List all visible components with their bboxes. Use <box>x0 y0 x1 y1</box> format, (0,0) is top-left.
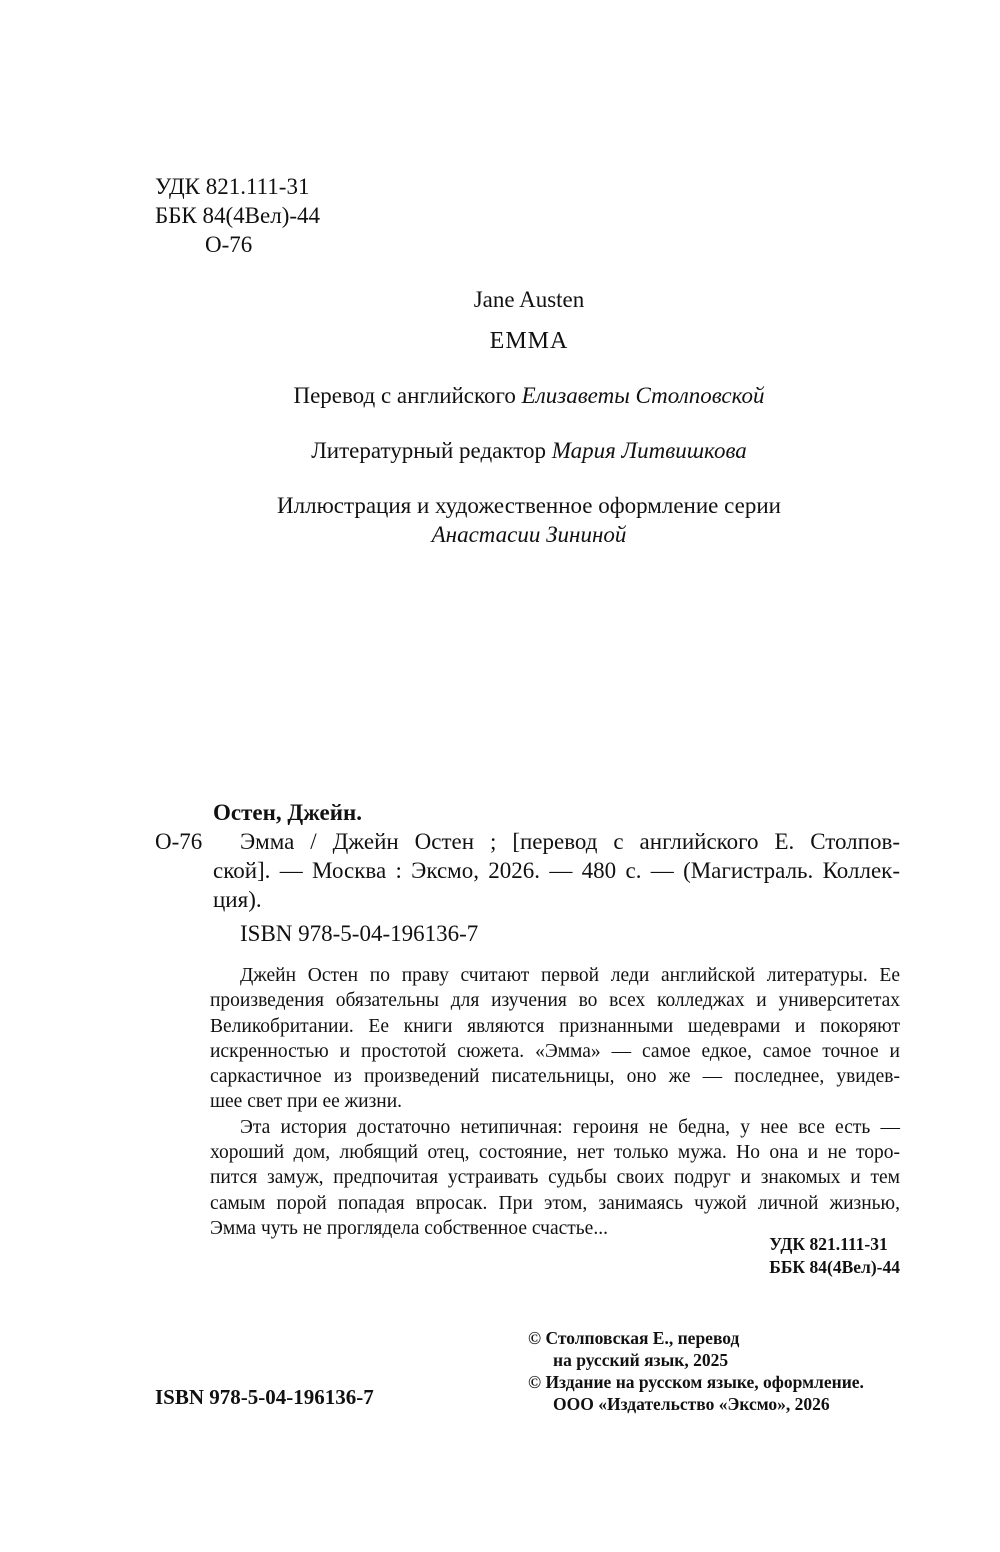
editor-prefix: Литературный редактор <box>311 438 546 463</box>
translation-line <box>0 383 1000 409</box>
copyright-line: © Издание на русском языке, оформление. <box>528 1372 864 1392</box>
annotation-line: шее свет при ее жизни. <box>210 1091 403 1113</box>
copyright-line: на русский язык, 2025 <box>553 1350 729 1370</box>
record-line-3: ция). <box>213 887 262 912</box>
annotation-line: самым порой попадая впросак. При этом, занимаясь чужой личной жизнью, <box>210 1192 900 1214</box>
record-isbn: ISBN 978-5-04-196136-7 <box>240 921 479 946</box>
copyright-block <box>528 1327 864 1415</box>
record-label: О-76 <box>155 829 203 854</box>
annotation-line: пится замуж, предпочитая устраивать судьбы своих подруг и знакомых и тем <box>210 1167 900 1189</box>
annotation <box>210 963 900 1241</box>
record-row <box>155 827 900 856</box>
editor-line <box>0 438 1000 464</box>
author-sign: О-76 <box>205 232 253 257</box>
original-title: EMMA <box>489 328 569 354</box>
annotation-line: искренностью и простотой сюжета. «Эмма» — самое едкое, самое точное и <box>210 1040 900 1062</box>
udk-code-bottom: УДК 821.111-31 <box>769 1234 888 1254</box>
record-line-2: ской]. — Москва : Эксмо, 2026. — 480 с. — (Магистраль. Коллек- <box>213 858 900 883</box>
translator-name: Елизаветы Столповской <box>521 383 765 408</box>
annotation-line: Великобритании. Ее книги являются признанными шедеврами и покоряют <box>210 1015 900 1037</box>
isbn-bottom: ISBN 978-5-04-196136-7 <box>155 1385 374 1409</box>
annotation-line: Эта история достаточно нетипичная: героиня не бедна, у нее все есть — <box>240 1116 900 1138</box>
bbk-code: ББК 84(4Вел)-44 <box>155 203 321 228</box>
translation-prefix: Перевод с английского <box>293 383 516 408</box>
annotation-line: хороший дом, любящий отец, состояние, нет только мужа. Но она и не торо- <box>210 1142 900 1164</box>
record-line-1: Эмма / Джейн Остен ; [перевод с английского Е. Столпов- <box>240 829 900 854</box>
illustration-line: Иллюстрация и художественное оформление серии <box>277 493 781 518</box>
copyright-line: ООО «Издательство «Эксмо», 2026 <box>553 1394 830 1414</box>
annotation-line: саркастичное из произведений писательницы, оно же — последнее, увидев- <box>210 1066 900 1088</box>
bbk-code-bottom: ББК 84(4Вел)-44 <box>769 1257 900 1277</box>
classification-codes-bottom <box>769 1233 900 1279</box>
annotation-line: Джейн Остен по праву считают первой леди английской литературы. Ее <box>240 965 900 986</box>
bibliographic-record <box>155 798 900 948</box>
original-author: Jane Austen <box>473 287 585 312</box>
record-heading: Остен, Джейн. <box>213 800 363 825</box>
annotation-line: Эмма чуть не проглядела собственное счастье... <box>210 1217 608 1239</box>
annotation-line: произведения обязательны для изучения во всех колледжах и университетах <box>210 990 900 1012</box>
illustrator-name: Анастасии Зининой <box>431 522 627 547</box>
editor-name: Мария Литвишкова <box>551 438 747 463</box>
classification-codes <box>155 172 320 259</box>
udk-code: УДК 821.111-31 <box>155 174 310 199</box>
copyright-line: © Столповская Е., перевод <box>528 1328 740 1348</box>
